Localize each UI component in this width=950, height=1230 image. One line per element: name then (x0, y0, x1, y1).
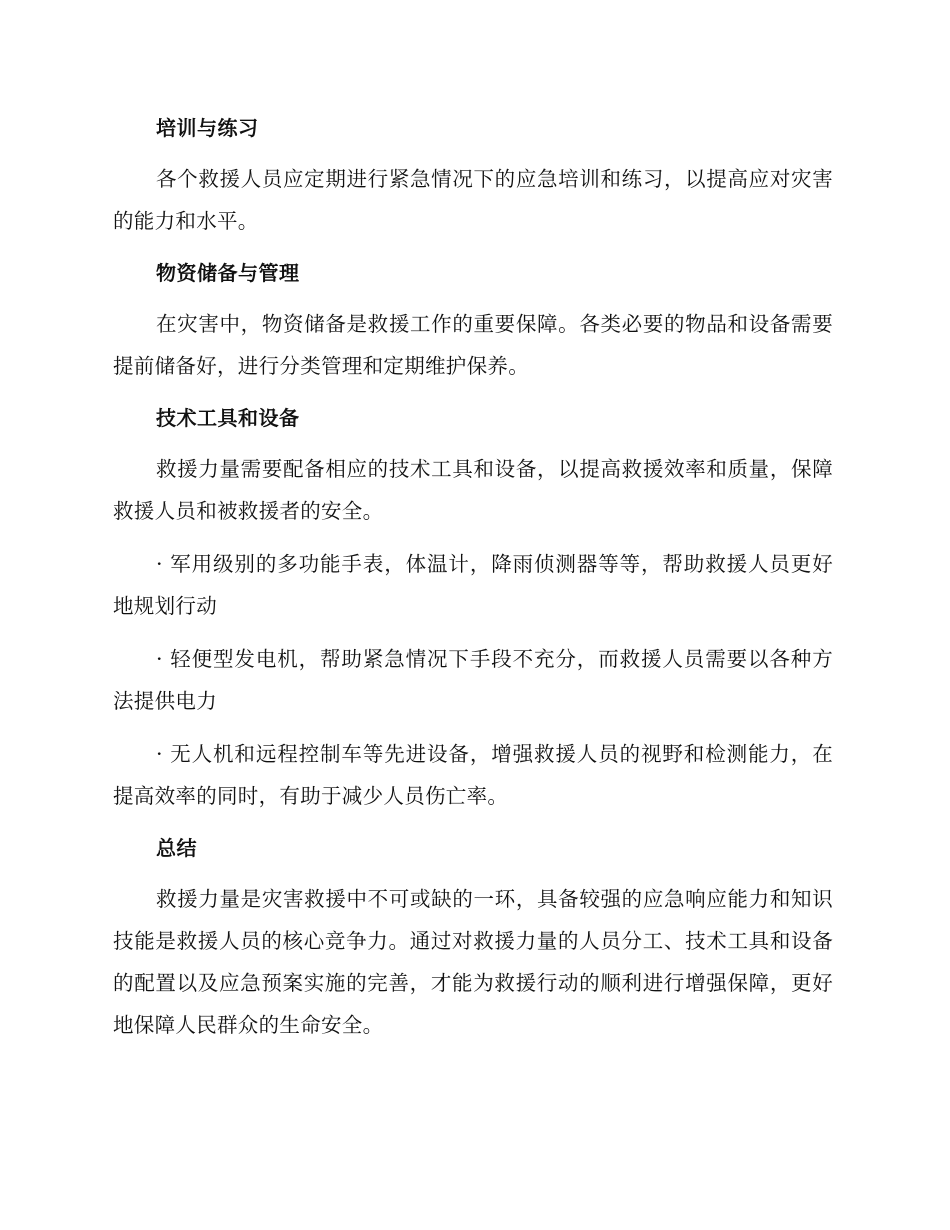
section-heading: 培训与练习 (156, 116, 259, 140)
document-page (113, 108, 833, 1057)
section-supplies (113, 253, 833, 387)
bullet-item: · 轻便型发电机，帮助紧急情况下手段不充分，而救援人员需要以各种方法提供电力 (113, 647, 833, 713)
section-tools (113, 398, 833, 817)
section-summary (113, 828, 833, 1046)
section-heading: 物资储备与管理 (156, 261, 300, 285)
paragraph: 救援力量是灾害救援中不可或缺的一环，具备较强的应急响应能力和知识技能是救援人员的核心竞争力。通过对救援力量的人员分工、技术工具和设备的配置以及应急预案实施的完善，才能为救援行动的顺利进行增强保障，更好地保障人民群众的生命安全。 (113, 887, 833, 1037)
paragraph: 各个救援人员应定期进行紧急情况下的应急培训和练习，以提高应对灾害的能力和水平。 (113, 167, 833, 233)
section-heading: 总结 (156, 836, 197, 860)
paragraph: 救援力量需要配备相应的技术工具和设备，以提高救援效率和质量，保障救援人员和被救援者的安全。 (113, 457, 833, 523)
section-heading: 技术工具和设备 (156, 406, 300, 430)
paragraph: 在灾害中，物资储备是救援工作的重要保障。各类必要的物品和设备需要提前储备好，进行分类管理和定期维护保养。 (113, 312, 833, 378)
bullet-item: · 无人机和远程控制车等先进设备，增强救援人员的视野和检测能力，在提高效率的同时，有助于减少人员伤亡率。 (113, 742, 833, 808)
section-training (113, 108, 833, 242)
bullet-item: · 军用级别的多功能手表，体温计，降雨侦测器等等，帮助救援人员更好地规划行动 (113, 552, 833, 618)
